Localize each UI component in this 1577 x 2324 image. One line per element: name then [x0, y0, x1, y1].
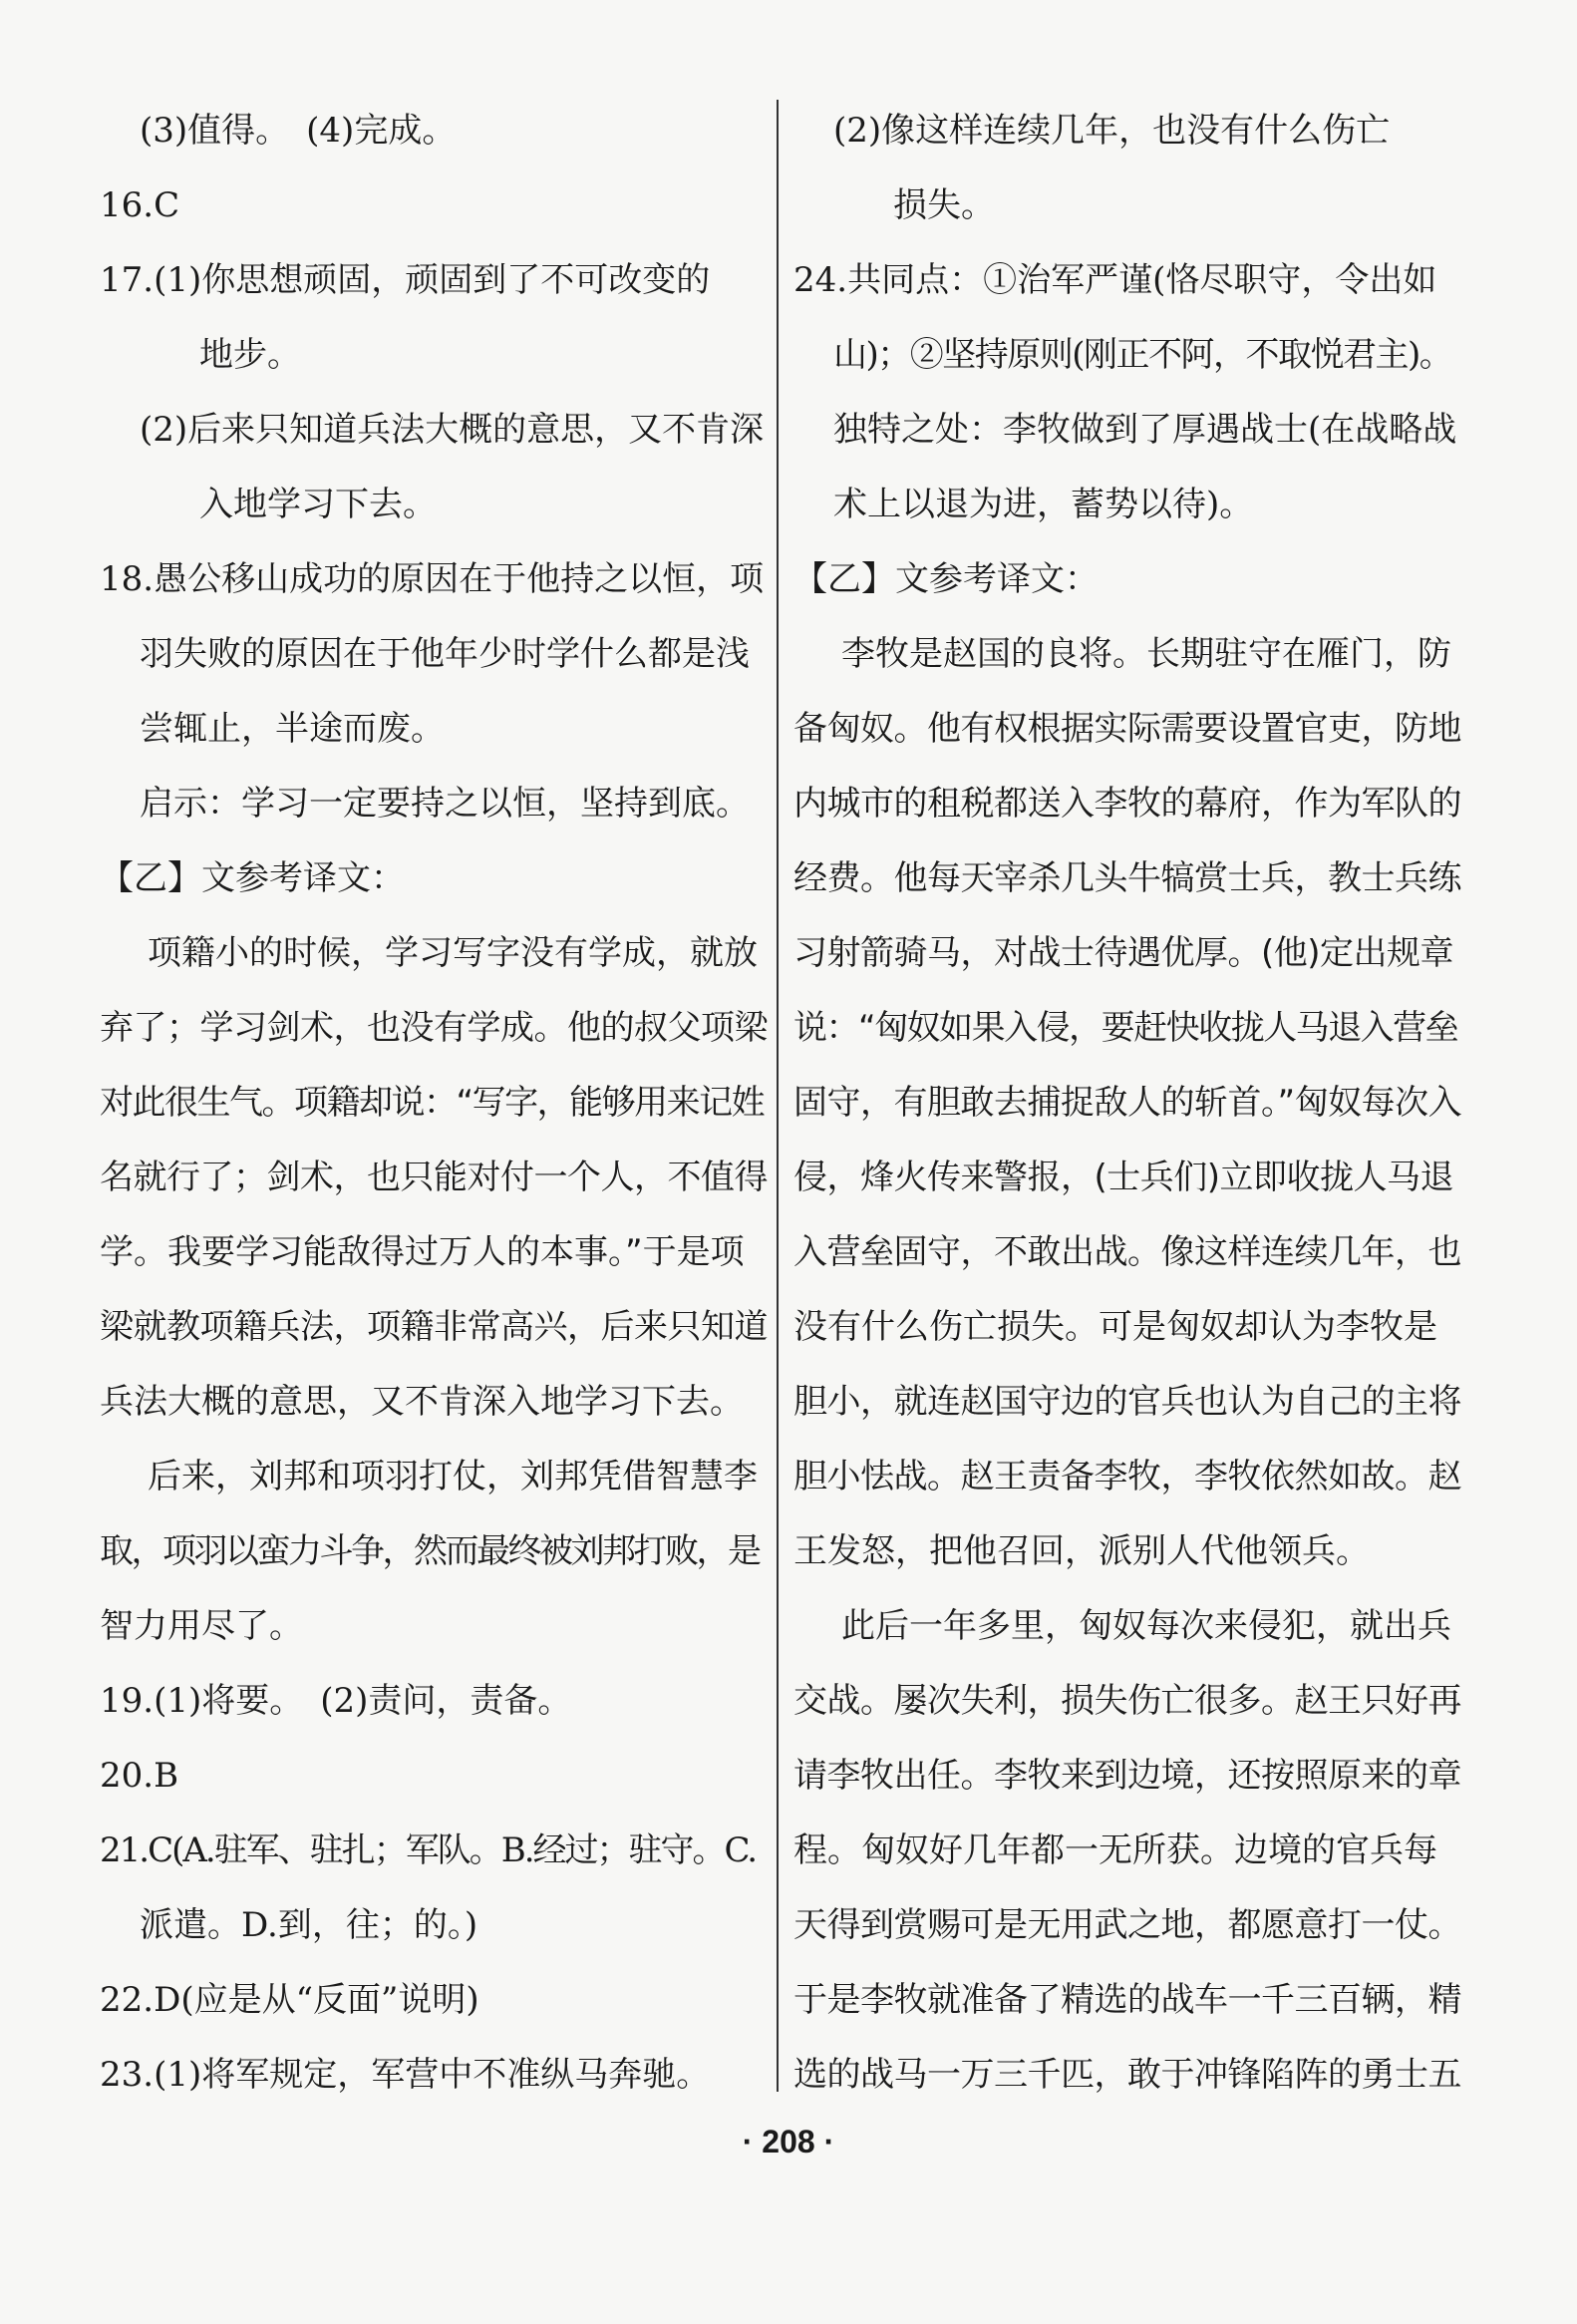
left-column	[100, 94, 768, 2113]
text-line: 李牧是赵国的良将。长期驻守在雁门，防	[841, 634, 1451, 674]
text-line: (2)后来只知道兵法大概的意思，又不肯深	[140, 410, 765, 450]
text-line: 【乙】文参考译文：	[793, 559, 1099, 599]
text-line: 说：“匈奴如果入侵，要赶快收拢人马退入营垒	[793, 1008, 1458, 1048]
text-line: 智力用尽了。	[100, 1606, 303, 1646]
text-line: 天得到赏赐可是无用武之地，都愿意打一仗。	[793, 1905, 1461, 1945]
text-line: 19.(1)将要。 (2)责问，责备。	[100, 1681, 572, 1721]
text-line: (2)像这样连续几年，也没有什么伤亡	[833, 111, 1391, 151]
text-line: 内城市的租税都送入李牧的幕府，作为军队的	[793, 784, 1461, 824]
right-column	[793, 94, 1461, 2113]
text-line: 尝辄止，半途而废。	[140, 709, 445, 749]
text-line: 17.(1)你思想顽固，顽固到了不可改变的	[100, 260, 711, 300]
page-number: · 208 ·	[742, 2124, 835, 2159]
text-line: 请李牧出任。李牧来到边境，还按照原来的章	[793, 1756, 1461, 1796]
text-line: 胆小怯战。赵王责备李牧，李牧依然如故。赵	[793, 1457, 1461, 1496]
text-line: 梁就教项籍兵法，项籍非常高兴，后来只知道	[100, 1307, 768, 1347]
text-line: 王发怒，把他召回，派别人代他领兵。	[793, 1531, 1370, 1571]
text-line: 入营垒固守，不敢出战。像这样连续几年，也	[793, 1232, 1461, 1272]
text-line: 派遣。D.到，往；的。)	[140, 1905, 478, 1945]
text-line: 损失。	[893, 185, 995, 225]
text-line: 备匈奴。他有权根据实际需要设置官吏，防地	[793, 709, 1461, 749]
text-line: 固守，有胆敢去捕捉敌人的斩首。”匈奴每次入	[793, 1083, 1461, 1123]
text-line: 后来，刘邦和项羽打仗，刘邦凭借智慧李	[148, 1457, 758, 1496]
text-line: 对此很生气。项籍却说：“写字，能够用来记姓	[100, 1083, 765, 1123]
text-line: 弃了；学习剑术，也没有学成。他的叔父项梁	[100, 1008, 768, 1048]
text-line: 羽失败的原因在于他年少时学什么都是浅	[140, 634, 750, 674]
text-line: 山)；②坚持原则(刚正不阿，不取悦君主)。	[833, 335, 1452, 375]
column-divider	[777, 100, 779, 2092]
text-line: 16.C	[100, 185, 180, 225]
text-line: 没有什么伤亡损失。可是匈奴却认为李牧是	[793, 1307, 1437, 1347]
text-line: 入地学习下去。	[199, 485, 437, 524]
text-line: 20.B	[100, 1756, 179, 1796]
text-line: 术上以退为进，蓄势以待)。	[833, 485, 1254, 524]
text-line: 【乙】文参考译文：	[100, 858, 405, 898]
text-line: 取，项羽以蛮力斗争，然而最终被刘邦打败，是	[100, 1531, 760, 1571]
text-line: 18.愚公移山成功的原因在于他持之以恒，项	[100, 559, 765, 599]
text-line: 地步。	[199, 335, 301, 375]
text-line: 程。匈奴好几年都一无所获。边境的官兵每	[793, 1830, 1437, 1870]
text-line: 独特之处：李牧做到了厚遇战士(在战略战	[833, 410, 1457, 450]
text-line: 项籍小的时候，学习写字没有学成，就放	[148, 933, 758, 973]
text-line: 经费。他每天宰杀几头牛犒赏士兵，教士兵练	[793, 858, 1461, 898]
text-line: 选的战马一万三千匹，敢于冲锋陷阵的勇士五	[793, 2055, 1461, 2095]
text-line: 侵，烽火传来警报，(士兵们)立即收拢人马退	[793, 1158, 1454, 1197]
text-line: 23.(1)将军规定，军营中不准纵马奔驰。	[100, 2055, 711, 2095]
text-line: 交战。屡次失利，损失伤亡很多。赵王只好再	[793, 1681, 1461, 1721]
text-line: 24.共同点：①治军严谨(恪尽职守，令出如	[793, 260, 1437, 300]
text-line: 21.C(A.驻军、驻扎；军队。B.经过；驻守。C.	[100, 1830, 757, 1870]
text-line: 22.D(应是从“反面”说明)	[100, 1980, 479, 2020]
text-line: 启示：学习一定要持之以恒，坚持到底。	[140, 784, 750, 824]
text-line: 学。我要学习能敌得过万人的本事。”于是项	[100, 1232, 745, 1272]
text-line: 胆小，就连赵国守边的官兵也认为自己的主将	[793, 1382, 1461, 1422]
text-line: (3)值得。 (4)完成。	[140, 111, 457, 151]
text-line: 习射箭骑马，对战士待遇优厚。(他)定出规章	[793, 933, 1454, 973]
text-line: 于是李牧就准备了精选的战车一千三百辆，精	[793, 1980, 1461, 2020]
text-line: 名就行了；剑术，也只能对付一个人，不值得	[100, 1158, 768, 1197]
text-line: 此后一年多里，匈奴每次来侵犯，就出兵	[841, 1606, 1451, 1646]
text-line: 兵法大概的意思，又不肯深入地学习下去。	[100, 1382, 744, 1422]
